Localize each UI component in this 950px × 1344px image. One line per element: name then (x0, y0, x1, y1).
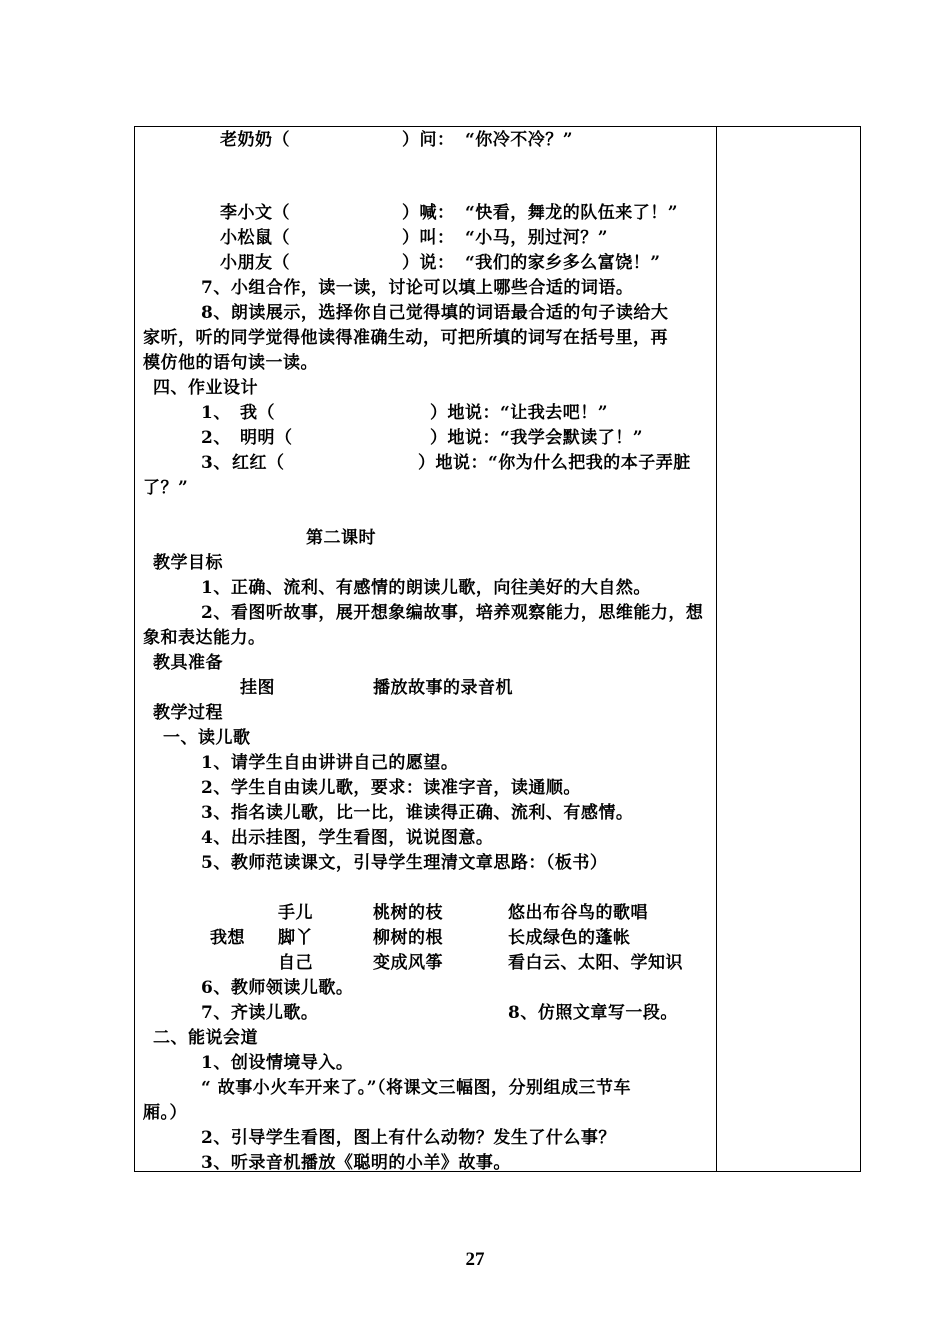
step-7: 7、小组合作，读一读，讨论可以填上哪些合适的词语。 (201, 278, 634, 298)
section-2-quote: “ 故事小火车开来了。”（将课文三幅图，分别组成三节车 (201, 1078, 631, 1098)
process-heading: 教学过程 (153, 703, 223, 723)
homework-text: ）地说：“我学会默读了！” (430, 428, 644, 448)
board-col3-item: 悠出布谷鸟的歌唱 (508, 903, 648, 923)
dialogue-speech: “快看，舞龙的队伍来了！” (465, 203, 679, 223)
step-8-line: 模仿他的语句读一读。 (143, 353, 318, 373)
goals-heading: 教学目标 (153, 553, 223, 573)
section-1-step: 4、出示挂图，学生看图，说说图意。 (201, 828, 494, 848)
homework-text: ）地说：“你为什么把我的本子弄脏 (418, 453, 691, 473)
dialogue-verb: ）喊： (402, 203, 455, 223)
step-8-line: 家听，听的同学觉得他读得准确生动，可把所填的词写在括号里，再 (143, 328, 668, 348)
section-2-step: 1、创设情境导入。 (201, 1053, 354, 1073)
board-col1-item: 自己 (278, 953, 313, 973)
dialogue-verb: ）问： (402, 130, 455, 150)
step-8-line: 8、朗读展示，选择你自己觉得填的词语最合适的句子读给大 (201, 303, 669, 323)
homework-number: 3、 (201, 453, 231, 473)
section-1-step: 1、请学生自由讲讲自己的愿望。 (201, 753, 459, 773)
homework-name: 明明（ (240, 428, 293, 448)
board-col1-item: 脚丫 (278, 928, 313, 948)
board-lead: 我想 (210, 928, 245, 948)
homework-name: 红红（ (232, 453, 285, 473)
board-col2-item: 柳树的根 (373, 928, 443, 948)
homework-number: 1、 (201, 403, 231, 423)
dialogue-name: 小朋友（ (220, 253, 290, 273)
section-2-step: 3、听录音机播放《聪明的小羊》故事。 (201, 1153, 511, 1173)
homework-number: 2、 (201, 428, 231, 448)
table-column-divider (716, 126, 717, 1172)
dialogue-speech: “小马，别过河？” (465, 228, 609, 248)
board-col2-item: 变成风筝 (373, 953, 443, 973)
goal-1: 1、正确、流利、有感情的朗读儿歌，向往美好的大自然。 (201, 578, 651, 598)
homework-text: ）地说：“让我去吧！” (430, 403, 609, 423)
dialogue-name: 老奶奶（ (220, 130, 290, 150)
step-8b: 8、仿照文章写一段。 (508, 1003, 678, 1023)
goal-2-line: 2、看图听故事，展开想象编故事，培养观察能力，思维能力，想 (201, 603, 704, 623)
step-6: 6、教师领读儿歌。 (201, 978, 354, 998)
dialogue-speech: “你冷不冷？” (465, 130, 574, 150)
section-1-step: 5、教师范读课文，引导学生理清文章思路：（板书） (201, 853, 608, 873)
homework-name: 我（ (240, 403, 275, 423)
board-col3-item: 长成绿色的蓬帐 (508, 928, 631, 948)
homework-heading: 四、作业设计 (153, 378, 258, 398)
homework-text-cont: 了？” (143, 478, 189, 498)
board-col1-item: 手儿 (278, 903, 313, 923)
dialogue-verb: ）说： (402, 253, 455, 273)
tool-item: 播放故事的录音机 (373, 678, 513, 698)
section-1-step: 3、指名读儿歌，比一比，谁读得正确、流利、有感情。 (201, 803, 634, 823)
board-col3-item: 看白云、太阳、学知识 (508, 953, 683, 973)
section-1-step: 2、学生自由读儿歌，要求：读准字音，读通顺。 (201, 778, 581, 798)
dialogue-name: 李小文（ (220, 203, 290, 223)
tool-item: 挂图 (240, 678, 275, 698)
section-2-quote-cont: 厢。） (143, 1103, 187, 1123)
dialogue-verb: ）叫： (402, 228, 455, 248)
board-col2-item: 桃树的枝 (373, 903, 443, 923)
section-1-heading: 一、读儿歌 (163, 728, 251, 748)
section-2-step: 2、引导学生看图，图上有什么动物？发生了什么事？ (201, 1128, 616, 1148)
dialogue-name: 小松鼠（ (220, 228, 290, 248)
dialogue-speech: “我们的家乡多么富饶！” (465, 253, 661, 273)
tools-heading: 教具准备 (153, 653, 223, 673)
step-7b: 7、齐读儿歌。 (201, 1003, 319, 1023)
page-number: 27 (465, 1249, 485, 1270)
goal-2-line: 象和表达能力。 (143, 628, 266, 648)
lesson-title: 第二课时 (306, 528, 376, 548)
section-2-heading: 二、能说会道 (153, 1028, 258, 1048)
